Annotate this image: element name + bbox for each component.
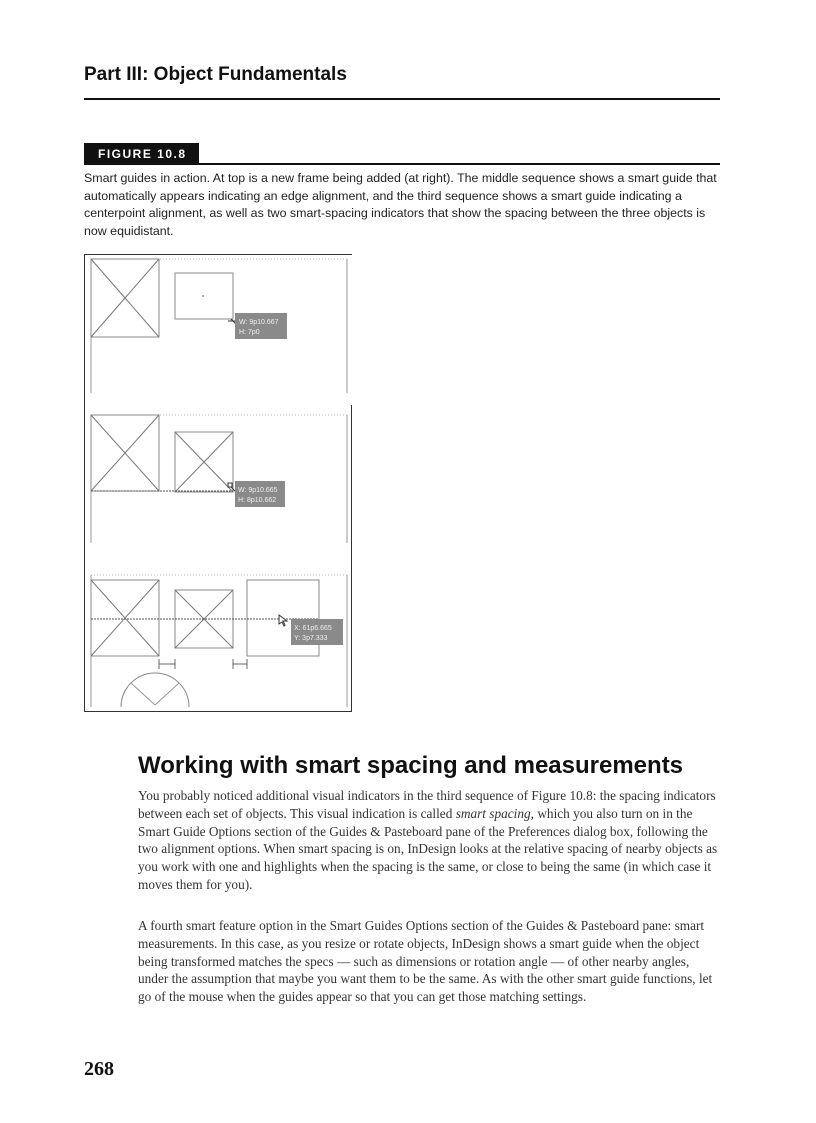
existing-frame-3 — [91, 580, 159, 656]
readout-2 — [235, 481, 285, 507]
spacing-indicator-1 — [159, 659, 175, 669]
figure-label: FIGURE 10.8 — [84, 143, 199, 165]
smart-spacing-term: smart spacing — [455, 805, 531, 821]
h-readout-1: H: 7p0 — [239, 329, 260, 336]
figure-rule — [84, 163, 720, 165]
section-heading: Working with smart spacing and measurements — [138, 752, 684, 779]
body-paragraph-1 — [138, 787, 718, 894]
panel-2 — [91, 415, 347, 543]
figure-caption: Smart guides in action. At top is a new frame being added (at right). The middle sequence shows a smart guide that automatically appears indicating an edge alignment, and the third sequence shows a smart guide indicating a centerpoint alignment, as well as two smart-spacing indicators that show the spacing between the three objects is now equidistant. — [84, 171, 717, 238]
readout-1 — [235, 313, 287, 339]
body-paragraph-2: A fourth smart feature option in the Smart Guides Options section of the Guides & Pasteboard pane: smart measurements. In this case, as you resize or rotate objects, InDesign shows a smart guide when the object being transformed matches the specs — such as dimensions or rotation angle — of other nearby angles, under the assumption that maybe you want them to be the same. As with the other smart guide functions, let go of the mouse when the guides appear so that you can get those matching settings. — [138, 918, 713, 1005]
page-number: 268 — [84, 1058, 114, 1080]
w-readout-1: W: 9p10.667 — [239, 319, 279, 326]
figure-illustration — [84, 254, 352, 712]
x-readout-3: X: 61p6.665 — [294, 625, 332, 632]
y-readout-3: Y: 3p7.333 — [294, 635, 328, 642]
resized-frame-2 — [175, 432, 233, 492]
para1-text-a: You probably noticed additional visual indicators in the third sequence of Figure 10.8: the spacing indicators between each set of objects. This visual indication is called — [138, 788, 716, 821]
running-head: Part III: Object Fundamentals — [84, 64, 347, 85]
readout-3 — [291, 619, 343, 645]
para1-text-b: , which you also turn on in the Smart Guide Options section of the Guides & Pasteboard pane of the Preferences dialog box, following the two alignment options. When smart spacing is on, InDesign looks at the relative spacing of nearby objects as you work with one and highlights when the spacing is the same, or close to being the same (in which case it moves them for you). — [138, 805, 718, 892]
panel-1 — [85, 255, 353, 405]
spacing-indicator-2 — [233, 659, 247, 669]
smart-guides-illustration — [85, 255, 353, 713]
shape-partial — [121, 673, 189, 707]
existing-frame-2 — [91, 415, 159, 491]
header-rule — [84, 98, 720, 100]
w-readout-2: W: 9p10.665 — [238, 487, 278, 494]
h-readout-2: H: 8p10.662 — [238, 497, 277, 504]
